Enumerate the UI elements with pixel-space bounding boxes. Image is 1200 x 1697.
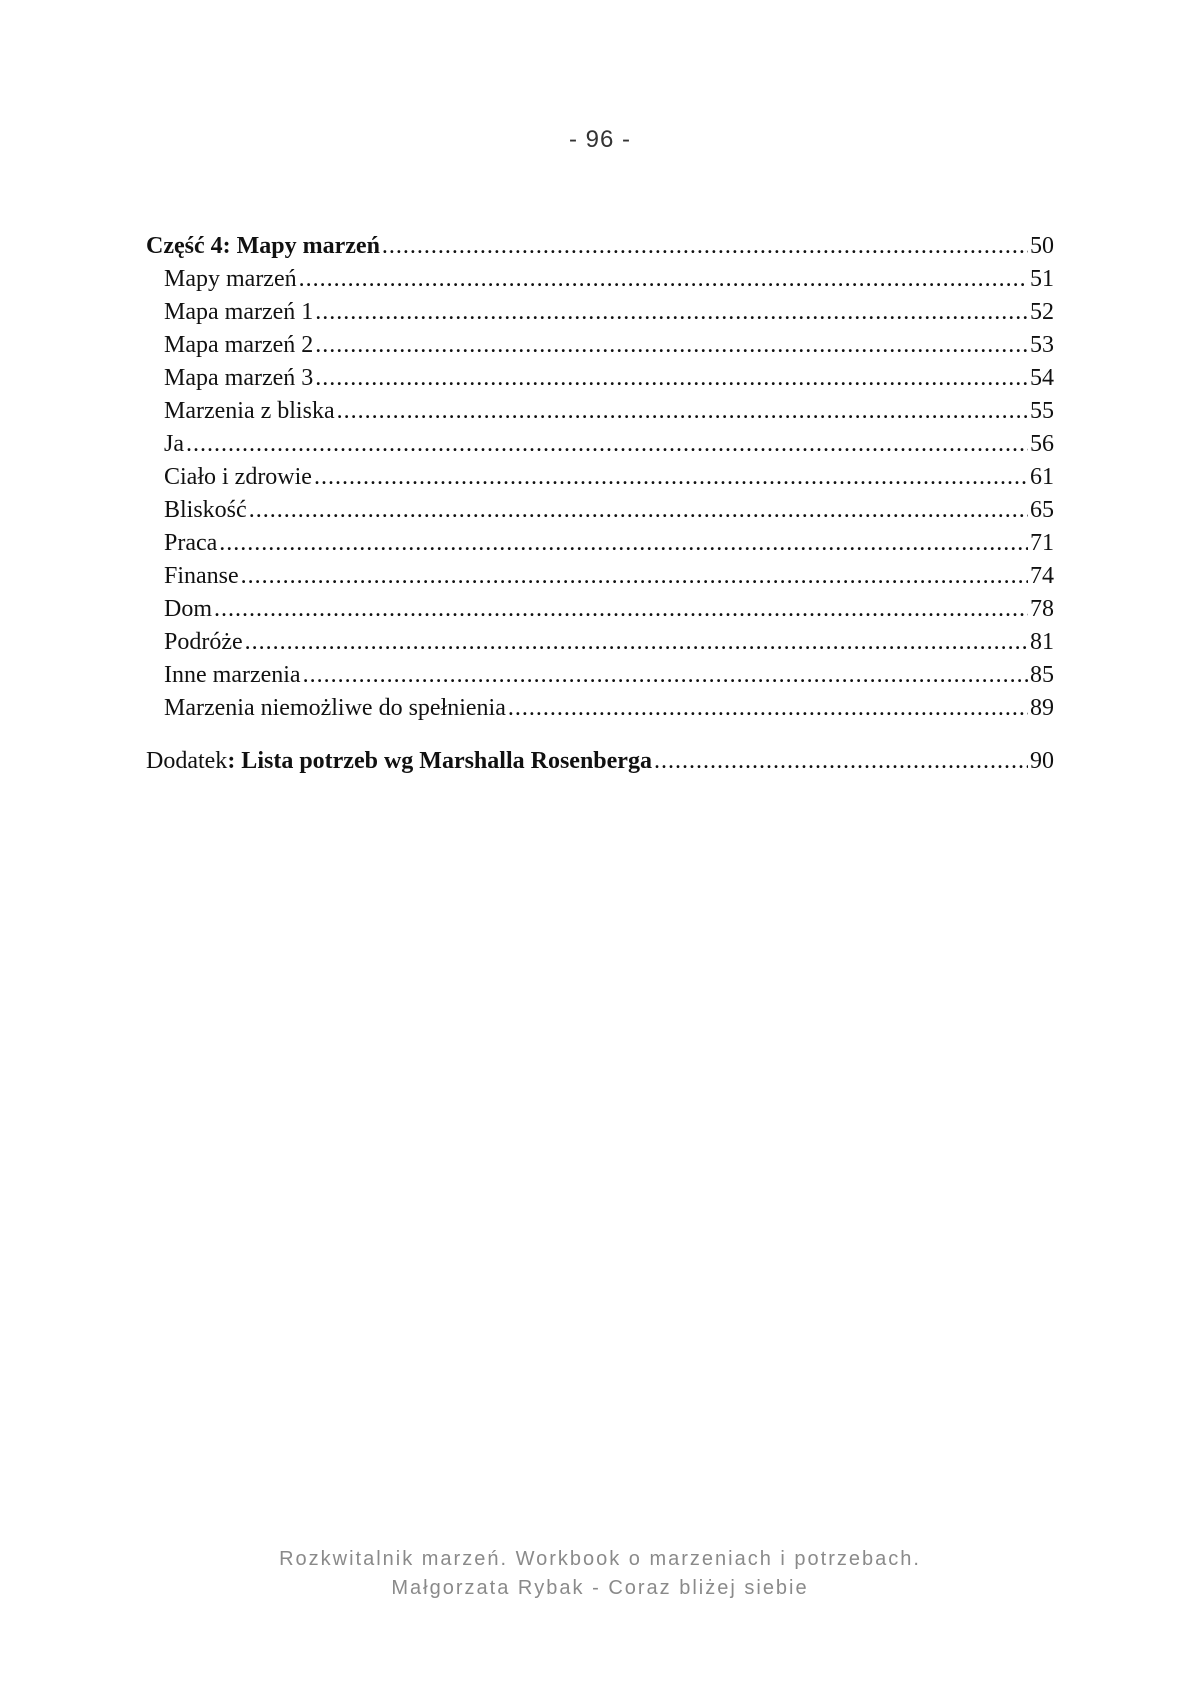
toc-entry-title: Mapy marzeń [164, 266, 297, 292]
toc-entry-page: 65 [1030, 497, 1054, 523]
toc-entry[interactable] [146, 659, 1054, 692]
toc-entry[interactable] [146, 395, 1054, 428]
toc-entry-page: 81 [1030, 629, 1054, 655]
toc-entry[interactable] [146, 362, 1054, 395]
toc-entry-page: 78 [1030, 596, 1054, 622]
toc-entry[interactable] [146, 428, 1054, 461]
toc-appendix-page: 90 [1030, 748, 1054, 774]
toc-entry-page: 52 [1030, 299, 1054, 325]
toc-entry-title: Marzenia niemożliwe do spełnienia [164, 695, 506, 721]
toc-entry[interactable] [146, 527, 1054, 560]
footer [0, 1545, 1200, 1603]
toc-entry-page: 53 [1030, 332, 1054, 358]
footer-book-title: Rozkwitalnik marzeń. Workbook o marzeniach i potrzebach. [279, 1548, 921, 1570]
toc-entry-title: Dom [164, 596, 212, 622]
toc-entry[interactable] [146, 626, 1054, 659]
appendix-prefix: Dodatek [146, 748, 228, 774]
toc-entry-page: 54 [1030, 365, 1054, 391]
dot-leader [214, 593, 1028, 626]
toc-entry-page: 74 [1030, 563, 1054, 589]
toc-entry-title: Bliskość [164, 497, 247, 523]
toc-part-page: 50 [1030, 233, 1054, 259]
toc-entry-title: Mapa marzeń 1 [164, 299, 314, 325]
dot-leader [382, 230, 1028, 263]
dot-leader [245, 626, 1028, 659]
dot-leader [315, 329, 1028, 362]
toc-entry-title: Inne marzenia [164, 662, 301, 688]
footer-author: Małgorzata Rybak - Coraz bliżej siebie [391, 1577, 809, 1599]
toc-entry[interactable] [146, 692, 1054, 725]
toc-entry[interactable] [146, 494, 1054, 527]
toc-entry-title: Praca [164, 530, 218, 556]
toc-entry-title: Marzenia z bliska [164, 398, 335, 424]
toc-entry-page: 89 [1030, 695, 1054, 721]
table-of-contents [146, 230, 1054, 778]
dot-leader [508, 692, 1028, 725]
dot-leader [654, 745, 1028, 778]
toc-entry-title: Podróże [164, 629, 243, 655]
toc-entry-title: Ja [164, 431, 184, 457]
dot-leader [337, 395, 1028, 428]
dot-leader [303, 659, 1028, 692]
dot-leader [186, 428, 1028, 461]
dot-leader [249, 494, 1028, 527]
dot-leader [315, 296, 1028, 329]
toc-entry-title: Finanse [164, 563, 239, 589]
dot-leader [241, 560, 1028, 593]
appendix-heading: : Lista potrzeb wg Marshalla Rosenberga [227, 748, 652, 774]
toc-entry-page: 61 [1030, 464, 1054, 490]
toc-entry[interactable] [146, 296, 1054, 329]
toc-part-title: Część 4: Mapy marzeń [146, 233, 380, 259]
toc-entry[interactable] [146, 593, 1054, 626]
dot-leader [219, 527, 1028, 560]
toc-entry-title: Ciało i zdrowie [164, 464, 312, 490]
toc-items [146, 263, 1054, 725]
dot-leader [299, 263, 1028, 296]
toc-entry-title: Mapa marzeń 3 [164, 365, 314, 391]
toc-part-heading[interactable] [146, 230, 1054, 263]
dot-leader [314, 461, 1028, 494]
toc-entry[interactable] [146, 263, 1054, 296]
toc-appendix-title [146, 745, 652, 778]
toc-appendix[interactable] [146, 745, 1054, 778]
toc-entry[interactable] [146, 329, 1054, 362]
toc-entry-page: 51 [1030, 266, 1054, 292]
toc-entry[interactable] [146, 461, 1054, 494]
toc-entry-page: 56 [1030, 431, 1054, 457]
dot-leader [315, 362, 1028, 395]
toc-entry-page: 55 [1030, 398, 1054, 424]
toc-entry-title: Mapa marzeń 2 [164, 332, 314, 358]
toc-entry-page: 71 [1030, 530, 1054, 556]
toc-entry-page: 85 [1030, 662, 1054, 688]
toc-entry[interactable] [146, 560, 1054, 593]
page-number: - 96 - [568, 126, 631, 153]
